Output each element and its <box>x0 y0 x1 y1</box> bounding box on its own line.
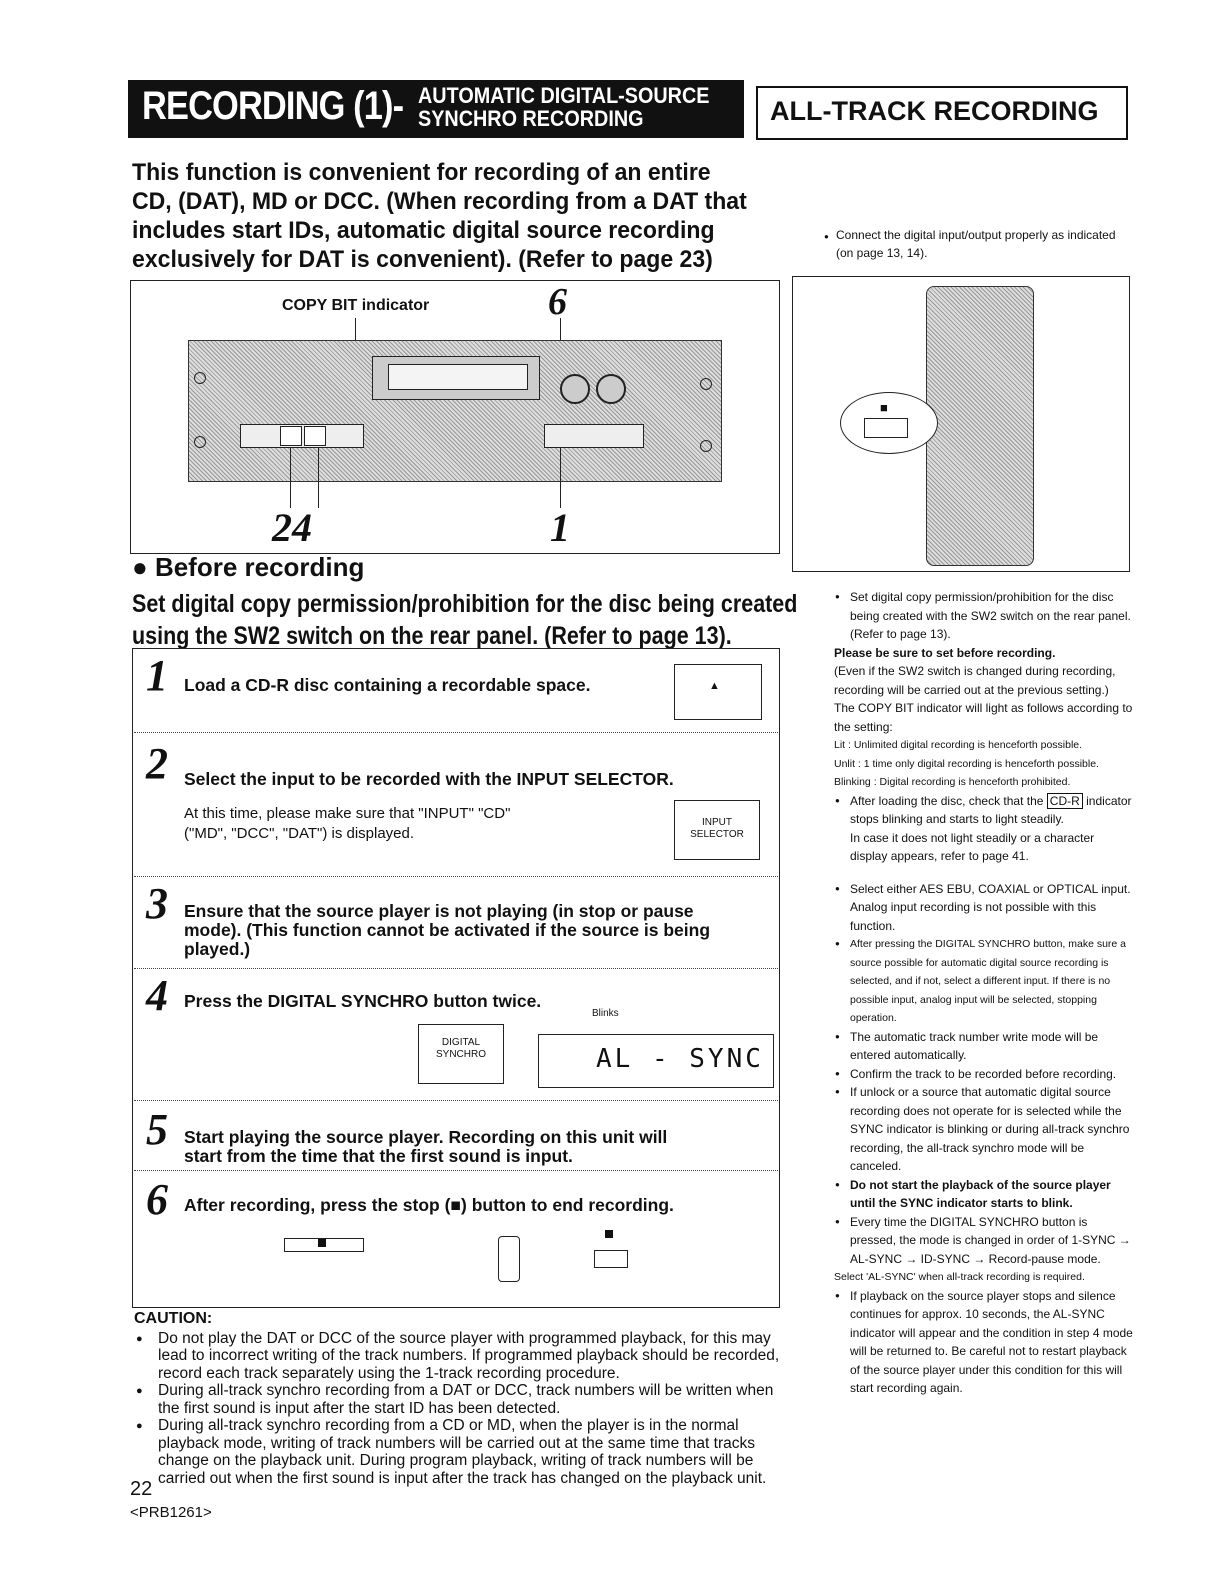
step-2-number: 2 <box>146 739 168 788</box>
step-divider <box>134 876 778 877</box>
step-1-text: Load a CD-R disc containing a recordable space. <box>184 675 591 695</box>
stop-button-remote[interactable] <box>594 1250 628 1268</box>
callout-2-leader <box>290 448 291 508</box>
page-subtitle <box>418 84 709 130</box>
note-item: ● If playback on the source player stops and silence continues for approx. 10 seconds, the AL-SYNC indicator will appear and the condition in step 4 mode will be returned to. Be careful not to restart playback of the source player under this condition for this will start recording again. <box>850 1287 1134 1398</box>
button-2[interactable] <box>280 426 302 446</box>
callout-24: 24 <box>272 505 312 550</box>
remote-icon <box>498 1236 520 1282</box>
before-recording-text: Set digital copy permission/prohibition for the disc being created using the SW2 switch on the rear panel. (Refer to page 13). <box>132 590 798 650</box>
copy-bit-label: COPY BIT indicator <box>282 297 430 314</box>
remote-illustration <box>926 286 1034 566</box>
note-item: ● Set digital copy permission/prohibition for the disc being created with the SW2 switch on the rear panel. (Refer to page 13). Please be sure to set before recording. (Even if the SW2 switch is changed during recording, recording will be carried out at the previous setting.) The COPY BIT indicator will light as follows according to the setting: Lit : Unlimited digital recording is henceforth possible. Unlit : 1 time only digital recording is henceforth possible. Blinking : Digital recording is henceforth prohibited. <box>850 588 1134 792</box>
step-2-note: At this time, please make sure that "INPUT" "CD" ("MD", "DCC", "DAT") is displayed. <box>184 805 511 842</box>
remote-stop-button[interactable] <box>864 418 908 438</box>
section-title: ALL-TRACK RECORDING <box>770 96 1099 126</box>
callout-1: 1 <box>550 505 570 550</box>
caution-section <box>134 1310 784 1487</box>
step-2-text: Select the input to be recorded with the INPUT SELECTOR. <box>184 769 674 789</box>
stop-icon <box>605 1230 613 1238</box>
note-item: ● After loading the disc, check that the CD-R indicator stops blinking and starts to light steadily. In case it does not light steadily or a character display appears, refer to page 41. <box>850 792 1134 866</box>
screw-icon <box>194 372 206 384</box>
button-4[interactable] <box>304 426 326 446</box>
eject-button[interactable] <box>674 664 762 720</box>
digital-synchro-button[interactable]: DIGITAL SYNCHRO <box>418 1024 504 1084</box>
before-recording-heading: ● Before recording <box>132 552 365 582</box>
subtitle-line-1: AUTOMATIC DIGITAL-SOURCE <box>418 83 710 108</box>
eject-icon: ▲ <box>709 680 720 692</box>
blinks-label: Blinks <box>592 1008 619 1019</box>
note-item: ● After pressing the DIGITAL SYNCHRO button, make sure a source possible for automatic digital source recording is selected, and if not, select a different input. If there is no possible input, analog input will be selected, stopping operation. <box>850 935 1134 1028</box>
intro-text: This function is convenient for recording of an entire CD, (DAT), MD or DCC. (When recording from a DAT that includes start IDs, automatic digital source recording exclusively for DAT is convenient). (Refer to page 23) <box>132 159 747 273</box>
step-4-text: Press the DIGITAL SYNCHRO button twice. <box>184 991 542 1011</box>
screw-icon <box>700 378 712 390</box>
callout-1-leader <box>560 448 561 508</box>
step-5-number: 5 <box>146 1105 168 1154</box>
screw-icon <box>194 436 206 448</box>
note-item: ● The automatic track number write mode will be entered automatically. <box>850 1028 1134 1065</box>
right-notes <box>834 588 1134 1398</box>
note-item: ● Every time the DIGITAL SYNCHRO button is pressed, the mode is changed in order of 1-SYNC → AL-SYNC → ID-SYNC → Record-pause mode. Select 'AL-SYNC' when all-track recording is required. <box>850 1213 1134 1287</box>
connect-note: ● Connect the digital input/output properly as indicated (on page 13, 14). <box>824 228 1116 260</box>
knob-right <box>596 374 626 404</box>
caution-item: ● During all-track synchro recording from a DAT or DCC, track numbers will be written when the first sound is input after the start ID has been detected. <box>158 1382 784 1417</box>
callout-4-leader <box>318 448 319 508</box>
right-button-row <box>544 424 644 448</box>
step-6-number: 6 <box>146 1175 168 1224</box>
note-item: ● If unlock or a source that automatic digital source recording does not operate for is selected while the SYNC indicator is blinking or during all-track synchro recording, the all-track synchro mode will be canceled. <box>850 1083 1134 1176</box>
step-divider <box>134 1100 778 1101</box>
left-button-row <box>240 424 364 448</box>
document-code: <PRB1261> <box>130 1504 212 1521</box>
knob-left <box>560 374 590 404</box>
step-1-number: 1 <box>146 651 168 700</box>
page-title: RECORDING (1)- <box>142 84 404 128</box>
step-3-text: Ensure that the source player is not playing (in stop or pause mode). (This function cannot be activated if the source is being played.) <box>184 901 711 959</box>
step-4-number: 4 <box>146 971 168 1020</box>
callout-6: 6 <box>548 281 567 323</box>
page-number: 22 <box>130 1478 153 1500</box>
step-6-text: After recording, press the stop (■) button to end recording. <box>184 1195 674 1215</box>
caution-item: ● During all-track synchro recording from a CD or MD, when the player is in the normal playback mode, writing of track numbers will be carried out at the same time that tracks change on the playback unit. During program playback, writing of track numbers will be carried out when the first sound is input after the track has changed on the playback unit. <box>158 1417 784 1487</box>
note-item: ● Select either AES EBU, COAXIAL or OPTICAL input. Analog input recording is not possible with this function. <box>850 880 1134 936</box>
display-text: AL - SYNC <box>596 1044 764 1074</box>
subtitle-line-2: SYNCHRO RECORDING <box>418 106 644 131</box>
step-3-number: 3 <box>146 879 168 928</box>
caution-item: ● Do not play the DAT or DCC of the source player with programmed playback, for this may lead to incorrect writing of the track numbers. If programmed playback should be recorded, record each track separately using the 1-track recording procedure. <box>158 1330 784 1383</box>
stop-icon <box>318 1239 326 1247</box>
cd-r-indicator: CD-R <box>1047 793 1083 809</box>
caution-heading: CAUTION: <box>134 1310 213 1327</box>
input-selector-button[interactable]: INPUT SELECTOR <box>674 800 760 860</box>
stop-icon: ■ <box>880 400 888 415</box>
step-divider <box>134 732 778 733</box>
note-item: ● Confirm the track to be recorded before recording. <box>850 1065 1134 1084</box>
note-item: ● Do not start the playback of the source player until the SYNC indicator starts to blink. <box>850 1176 1134 1213</box>
display-window <box>388 364 528 390</box>
step-divider <box>134 968 778 969</box>
step-divider <box>134 1170 778 1171</box>
screw-icon <box>700 440 712 452</box>
step-5-text: Start playing the source player. Recording on this unit will start from the time that the first sound is input. <box>184 1127 668 1166</box>
